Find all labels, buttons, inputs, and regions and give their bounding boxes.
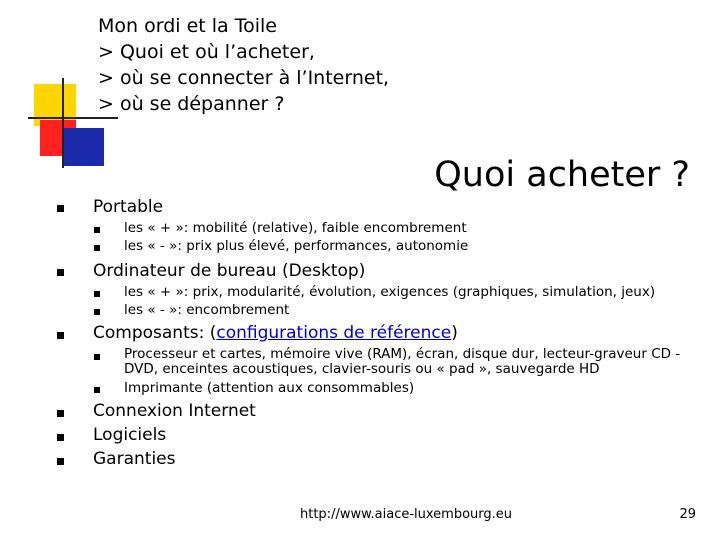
bullet-square-icon	[57, 205, 64, 212]
header-line: > Quoi et où l’acheter,	[98, 41, 315, 63]
sub-item: les « + »: prix, modularité, évolution, exigences (graphiques, simulation, jeux)	[124, 284, 656, 300]
sub-item: Imprimante (attention aux consommables)	[124, 380, 415, 396]
bullet-square-icon	[94, 309, 100, 315]
item-desktop: Ordinateur de bureau (Desktop)	[93, 261, 366, 281]
footer-url: http://www.aiace-luxembourg.eu	[300, 507, 513, 522]
slide-title: Quoi acheter ?	[434, 155, 690, 195]
page-number: 29	[679, 507, 696, 522]
item-connexion: Connexion Internet	[93, 401, 256, 421]
item-portable: Portable	[93, 197, 164, 217]
slide-header	[98, 13, 389, 117]
item-garanties: Garanties	[93, 449, 176, 469]
composants-label: Composants: (	[93, 323, 217, 343]
header-line: > où se dépanner ?	[98, 93, 285, 115]
bullet-square-icon	[94, 291, 100, 297]
bullet-square-icon	[57, 332, 64, 339]
bullet-square-icon	[94, 387, 100, 393]
header-line: Mon ordi et la Toile	[98, 15, 277, 37]
configurations-link[interactable]: configurations de référence	[216, 323, 452, 343]
sub-item: Processeur et cartes, mémoire vive (RAM), écran, disque dur, lecteur-graveur CD -DVD, enceintes acoustiques, clavier-souris ou « pad », sauvegarde HD	[124, 346, 681, 377]
bullet-square-icon	[57, 269, 64, 276]
bullet-square-icon	[57, 434, 64, 441]
composants-label-suffix: )	[451, 323, 458, 343]
sub-item: les « - »: prix plus élevé, performances, autonomie	[124, 238, 469, 254]
logo-blue-square	[62, 128, 104, 166]
sub-item: les « - »: encombrement	[124, 302, 290, 318]
header-line: > où se connecter à l’Internet,	[98, 67, 390, 89]
bullet-square-icon	[94, 227, 100, 233]
item-composants	[93, 323, 458, 343]
logo-vertical-line	[62, 78, 64, 168]
bullet-square-icon	[94, 354, 100, 360]
bullet-square-icon	[57, 410, 64, 417]
item-logiciels: Logiciels	[93, 425, 167, 445]
bullet-square-icon	[94, 245, 100, 251]
sub-item: les « + »: mobilité (relative), faible encombrement	[124, 220, 467, 236]
logo-horizontal-line	[28, 117, 118, 119]
bullet-square-icon	[57, 458, 64, 465]
